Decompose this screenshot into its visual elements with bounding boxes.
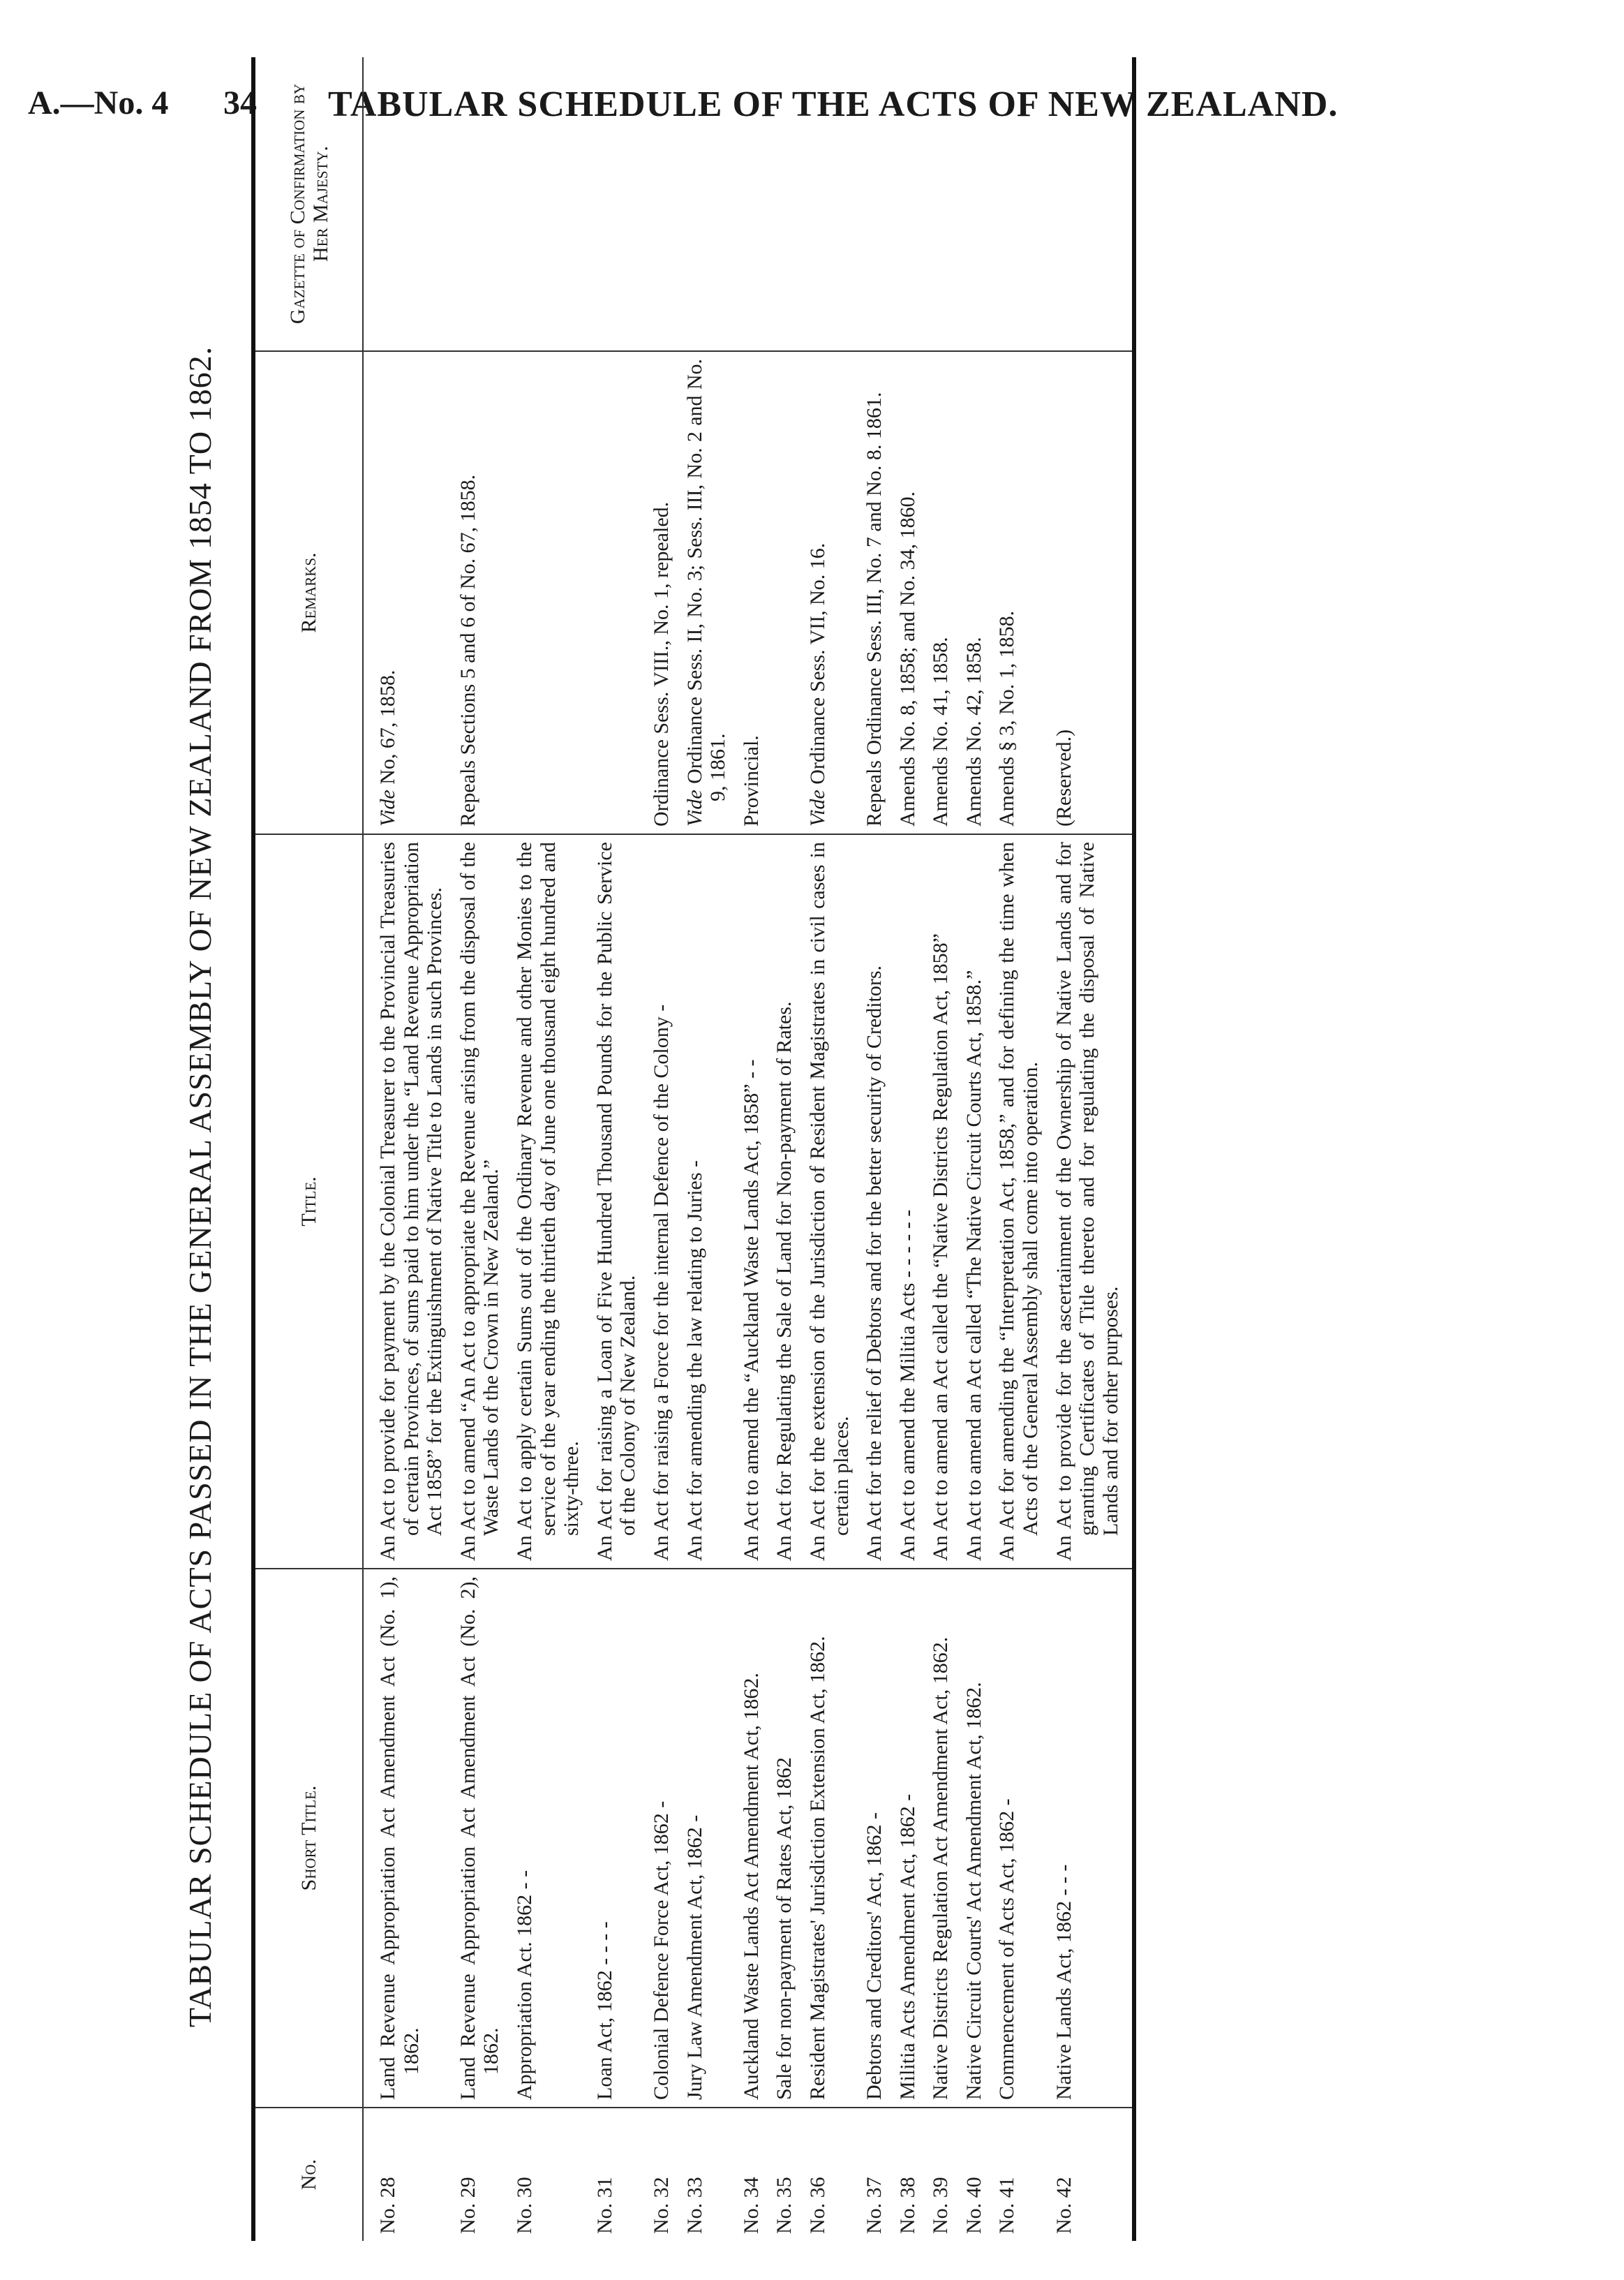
act-number: No. 37 — [863, 2177, 886, 2234]
act-short-title: Commencement of Acts Act, 1862 - — [991, 1569, 1048, 2108]
act-number: No. 38 — [895, 2177, 919, 2234]
remarks-text: Amends No. 8, 1858; and No. 34, 1860. — [895, 491, 919, 827]
act-short-title: Colonial Defence Force Act, 1862 - — [646, 1569, 679, 2108]
gazette-confirmation — [802, 57, 858, 351]
table-row — [925, 57, 958, 2241]
gazette-confirmation — [679, 57, 736, 351]
remarks-text: Ordinance Sess. VIII., No. 1, repealed. — [649, 501, 673, 827]
act-number: No. 33 — [683, 2177, 706, 2234]
column-header-remarks: Remarks. — [253, 351, 363, 834]
act-remarks — [452, 351, 509, 834]
act-title: An Act to amend the Militia Acts - - - - - - — [892, 834, 925, 1569]
act-remarks — [858, 351, 892, 834]
act-number: No. 41 — [995, 2177, 1019, 2234]
act-remarks — [802, 351, 858, 834]
act-title: An Act for raising a Force for the internal Defence of the Colony - — [646, 834, 679, 1569]
gazette-confirmation — [452, 57, 509, 351]
table-row — [363, 57, 452, 2241]
remarks-lead: Vide — [683, 790, 706, 827]
act-title: An Act for Regulating the Sale of Land for Non-payment of Rates. — [768, 834, 802, 1569]
act-title: An Act to provide for payment by the Colonial Treasurer to the Provincial Treasuries of certain Provinces, of sums paid to him under the “Land Revenue Appropriation Act 1858” for the Extinguishment of Native Title to Lands in such Provinces. — [363, 834, 452, 1569]
gazette-confirmation — [1048, 57, 1135, 351]
table-row — [802, 57, 858, 2241]
gazette-confirmation — [925, 57, 958, 351]
column-header-no: No. — [253, 2108, 363, 2241]
act-short-title: Native Circuit Courts' Act Amendment Act, 1862. — [958, 1569, 992, 2108]
act-remarks — [768, 351, 802, 834]
act-remarks — [1048, 351, 1135, 834]
act-remarks — [509, 351, 589, 834]
act-number: No. 30 — [512, 2177, 536, 2234]
page-number: 34 — [223, 84, 257, 121]
table-row — [679, 57, 736, 2241]
act-number: No. 29 — [456, 2177, 479, 2234]
table-row — [991, 57, 1048, 2241]
act-short-title: Native Districts Regulation Act Amendment Act, 1862. — [925, 1569, 958, 2108]
table-row — [892, 57, 925, 2241]
act-number: No. 31 — [593, 2177, 616, 2234]
act-title: An Act for raising a Loan of Five Hundred Thousand Pounds for the Public Service of the Colony of New Zealand. — [589, 834, 646, 1569]
remarks-text: Amends No. 41, 1858. — [929, 637, 953, 827]
table-row — [768, 57, 802, 2241]
gazette-confirmation — [768, 57, 802, 351]
act-number: No. 32 — [649, 2177, 673, 2234]
act-remarks — [925, 351, 958, 834]
act-title: An Act for the relief of Debtors and for the better security of Creditors. — [858, 834, 892, 1569]
act-number: No. 35 — [773, 2177, 796, 2234]
column-header-short-title: Short Title. — [253, 1569, 363, 2108]
remarks-lead: Vide — [376, 790, 399, 827]
gazette-confirmation — [736, 57, 769, 351]
gazette-confirmation — [509, 57, 589, 351]
act-short-title: Jury Law Amendment Act, 1862 - — [679, 1569, 736, 2108]
act-short-title: Militia Acts Amendment Act, 1862 - — [892, 1569, 925, 2108]
act-number: No. 28 — [376, 2177, 399, 2234]
gazette-confirmation — [892, 57, 925, 351]
act-title: An Act to amend an Act called the “Native Districts Regulation Act, 1858” — [925, 834, 958, 1569]
remarks-text: Amends No. 42, 1858. — [962, 637, 985, 827]
act-number: No. 42 — [1048, 2108, 1135, 2241]
act-remarks — [736, 351, 769, 834]
act-short-title: Appropriation Act. 1862 - - — [509, 1569, 589, 2108]
gazette-confirmation — [646, 57, 679, 351]
act-remarks — [991, 351, 1048, 834]
gazette-confirmation — [363, 57, 452, 351]
act-title: An Act to amend the “Auckland Waste Lands Act, 1858” - - — [736, 834, 769, 1569]
remarks-text: Amends § 3, No. 1, 1858. — [995, 610, 1019, 827]
act-short-title: Loan Act, 1862 - - - - — [589, 1569, 646, 2108]
act-short-title: Land Revenue Appropriation Act Amendment Act (No. 1), 1862. — [363, 1569, 452, 2108]
schedule-body — [363, 57, 1134, 2241]
act-number: No. 39 — [929, 2177, 953, 2234]
table-row — [646, 57, 679, 2241]
table-row — [736, 57, 769, 2241]
gazette-confirmation — [958, 57, 992, 351]
act-title: An Act to provide for the ascertainment of the Ownership of Native Lands and for granting Certificates of Title thereto and for regulating the disposal of Native Lands and for other purposes. — [1048, 834, 1135, 1569]
act-short-title: Sale for non-payment of Rates Act, 1862 — [768, 1569, 802, 2108]
table-row — [509, 57, 589, 2241]
page-title: TABULAR SCHEDULE OF THE ACTS OF NEW ZEALAND. — [328, 84, 1339, 124]
remarks-text: Ordinance Sess. VII, No. 16. — [805, 542, 829, 785]
act-remarks — [958, 351, 992, 834]
act-remarks — [363, 351, 452, 834]
column-header-gazette: Gazette of Confirmation by Her Majesty. — [253, 57, 363, 351]
act-number: No. 36 — [805, 2177, 829, 2234]
act-title: An Act for amending the law relating to Juries - — [679, 834, 736, 1569]
gazette-confirmation — [858, 57, 892, 351]
act-remarks — [892, 351, 925, 834]
act-short-title: Auckland Waste Lands Act Amendment Act, 1862. — [736, 1569, 769, 2108]
remarks-text: (Reserved.) — [1052, 729, 1075, 827]
act-remarks — [589, 351, 646, 834]
gazette-confirmation — [589, 57, 646, 351]
act-short-title: Land Revenue Appropriation Act Amendment Act (No. 2), 1862. — [452, 1569, 509, 2108]
act-short-title: Resident Magistrates' Jurisdiction Extension Act, 1862. — [802, 1569, 858, 2108]
act-short-title: Debtors and Creditors' Act, 1862 - — [858, 1569, 892, 2108]
remarks-text: Ordinance Sess. II, No. 3; Sess. III, No. 2 and No. 9, 1861. — [683, 358, 730, 801]
act-title: An Act to amend “An Act to appropriate the Revenue arising from the disposal of the Waste Lands of the Crown in New Zealand.” — [452, 834, 509, 1569]
remarks-text: Repeals Sections 5 and 6 of No. 67, 1858. — [456, 474, 479, 827]
schedule-title: TABULAR SCHEDULE OF ACTS PASSED IN THE GENERAL ASSEMBLY OF NEW ZEALAND FROM 1854 TO 1862. — [182, 346, 218, 2028]
table-row — [1048, 57, 1135, 2241]
act-title: An Act for the extension of the Jurisdiction of Resident Magistrates in civil cases in certain places. — [802, 834, 858, 1569]
table-row — [958, 57, 992, 2241]
act-remarks — [646, 351, 679, 834]
remarks-text: Provincial. — [739, 735, 763, 827]
table-header-row — [253, 57, 363, 2241]
act-title: An Act to amend an Act called “The Native Circuit Courts Act, 1858.” — [958, 834, 992, 1569]
remarks-text: Repeals Ordinance Sess. III, No. 7 and No. 8. 1861. — [863, 392, 886, 827]
act-number: No. 34 — [739, 2177, 763, 2234]
gazette-confirmation — [991, 57, 1048, 351]
act-title: An Act to apply certain Sums out of the Ordinary Revenue and other Monies to the service of the year ending the thirtieth day of June one thousand eight hundred and sixty-three. — [509, 834, 589, 1569]
column-header-title: Title. — [253, 834, 363, 1569]
act-number: No. 40 — [962, 2177, 985, 2234]
act-remarks — [679, 351, 736, 834]
act-short-title: Native Lands Act, 1862 - - - — [1048, 1569, 1135, 2108]
table-row — [452, 57, 509, 2241]
schedule-table — [251, 57, 1136, 2241]
remarks-lead: Vide — [805, 790, 829, 827]
act-title: An Act for amending the “Interpretation Act, 1858,” and for defining the time when Acts of the General Assembly shall come into operation. — [991, 834, 1048, 1569]
document-reference: A.—No. 4 — [28, 84, 169, 121]
remarks-text: No, 67, 1858. — [376, 669, 399, 785]
table-row — [858, 57, 892, 2241]
table-row — [589, 57, 646, 2241]
